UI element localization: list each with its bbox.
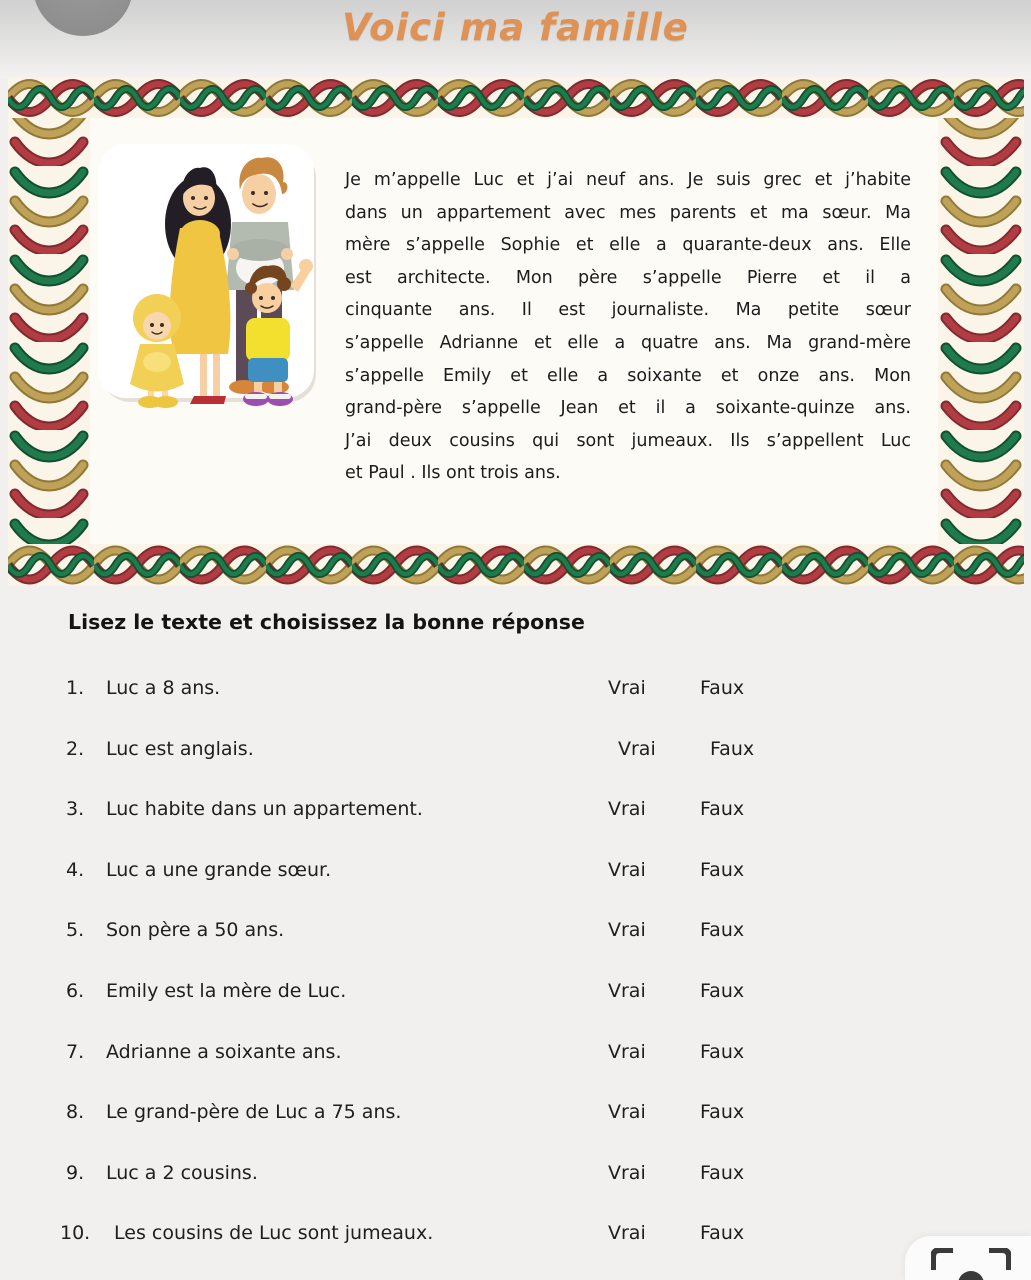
frame-border-top	[8, 78, 1024, 118]
question-text: Luc est anglais.	[106, 737, 254, 760]
question-number: 4.	[66, 858, 85, 881]
question-row-9	[0, 1149, 1031, 1210]
question-number: 10.	[60, 1222, 91, 1245]
passage-line: cinquante ans. Il est journaliste. Ma petite sœur	[345, 300, 911, 321]
passage-line: Je m’appelle Luc et j’ai neuf ans. Je suis grec et j’habite	[345, 170, 911, 190]
question-number: 7.	[66, 1040, 85, 1063]
passage-line: J’ai deux cousins qui sont jumeaux. Ils s’appellent Luc	[345, 430, 911, 451]
passage-line: s’appelle Adrianne et elle a quatre ans. Ma grand-mère	[345, 332, 911, 353]
decorative-frame	[8, 78, 1024, 586]
passage-line: dans un appartement avec mes parents et ma sœur. Ma	[345, 202, 911, 223]
family-illustration	[94, 138, 324, 410]
question-row-7	[0, 1028, 1031, 1089]
passage-line: et Paul . Ils ont trois ans.	[345, 463, 561, 484]
question-text: Luc a 2 cousins.	[106, 1161, 258, 1184]
question-number: 3.	[66, 798, 85, 821]
vrai-option-q4[interactable]: Vrai	[608, 858, 646, 881]
faux-option-q7[interactable]: Faux	[700, 1040, 745, 1063]
passage-line: s’appelle Emily et elle a soixante et onze ans. Mon	[345, 365, 911, 386]
page-title: Voici ma famille	[342, 6, 689, 49]
vrai-option-q3[interactable]: Vrai	[608, 798, 646, 821]
frame-border-left	[8, 78, 90, 586]
question-text: Le grand-père de Luc a 75 ans.	[106, 1101, 402, 1124]
question-row-10	[0, 1209, 1031, 1270]
question-number: 5.	[66, 919, 85, 942]
question-list	[0, 664, 1031, 1270]
question-number: 9.	[66, 1161, 85, 1184]
faux-option-q4[interactable]: Faux	[700, 858, 745, 881]
faux-option-q3[interactable]: Faux	[700, 798, 745, 821]
vrai-option-q7[interactable]: Vrai	[608, 1040, 646, 1063]
question-text: Son père a 50 ans.	[106, 919, 285, 942]
faux-option-q10[interactable]: Faux	[700, 1222, 745, 1245]
frame-border-right	[938, 78, 1024, 586]
vrai-option-q10[interactable]: Vrai	[608, 1222, 646, 1245]
passage-line: grand-père s’appelle Jean et il a soixante-quinze ans.	[345, 398, 911, 419]
question-number: 6.	[66, 979, 85, 1002]
question-text: Les cousins de Luc sont jumeaux.	[114, 1222, 434, 1245]
question-text: Luc a 8 ans.	[106, 677, 221, 699]
faux-option-q9[interactable]: Faux	[700, 1161, 745, 1184]
faux-option-q1[interactable]: Faux	[700, 677, 745, 699]
vrai-option-q8[interactable]: Vrai	[608, 1101, 646, 1124]
question-text: Luc habite dans un appartement.	[106, 798, 423, 821]
faux-option-q8[interactable]: Faux	[700, 1101, 745, 1124]
question-number: 1.	[66, 677, 85, 699]
question-row-2	[0, 725, 1031, 786]
question-row-4	[0, 846, 1031, 907]
lens-icon	[931, 1248, 1011, 1280]
vrai-option-q9[interactable]: Vrai	[608, 1161, 646, 1184]
passage-line: est architecte. Mon père s’appelle Pierre et il a	[345, 267, 911, 288]
question-row-3	[0, 785, 1031, 846]
question-row-1	[0, 664, 1031, 725]
vrai-option-q1[interactable]: Vrai	[608, 677, 646, 699]
faux-option-q6[interactable]: Faux	[700, 979, 745, 1002]
frame-border-bottom	[8, 544, 1024, 586]
faux-option-q2[interactable]: Faux	[710, 737, 755, 760]
question-number: 8.	[66, 1101, 85, 1124]
reading-passage	[345, 164, 911, 490]
question-text: Adrianne a soixante ans.	[106, 1040, 342, 1063]
question-row-6	[0, 967, 1031, 1028]
vrai-option-q6[interactable]: Vrai	[608, 979, 646, 1002]
question-row-8	[0, 1088, 1031, 1149]
question-row-5	[0, 906, 1031, 967]
question-text: Luc a une grande sœur.	[106, 858, 332, 881]
question-text: Emily est la mère de Luc.	[106, 979, 347, 1002]
faux-option-q5[interactable]: Faux	[700, 919, 745, 942]
vrai-option-q5[interactable]: Vrai	[608, 919, 646, 942]
exercise-instruction: Lisez le texte et choisissez la bonne réponse	[68, 610, 585, 634]
lens-button[interactable]	[905, 1236, 1031, 1280]
question-number: 2.	[66, 737, 85, 760]
passage-line: mère s’appelle Sophie et elle a quarante-deux ans. Elle	[345, 235, 911, 256]
vrai-option-q2[interactable]: Vrai	[618, 737, 656, 760]
